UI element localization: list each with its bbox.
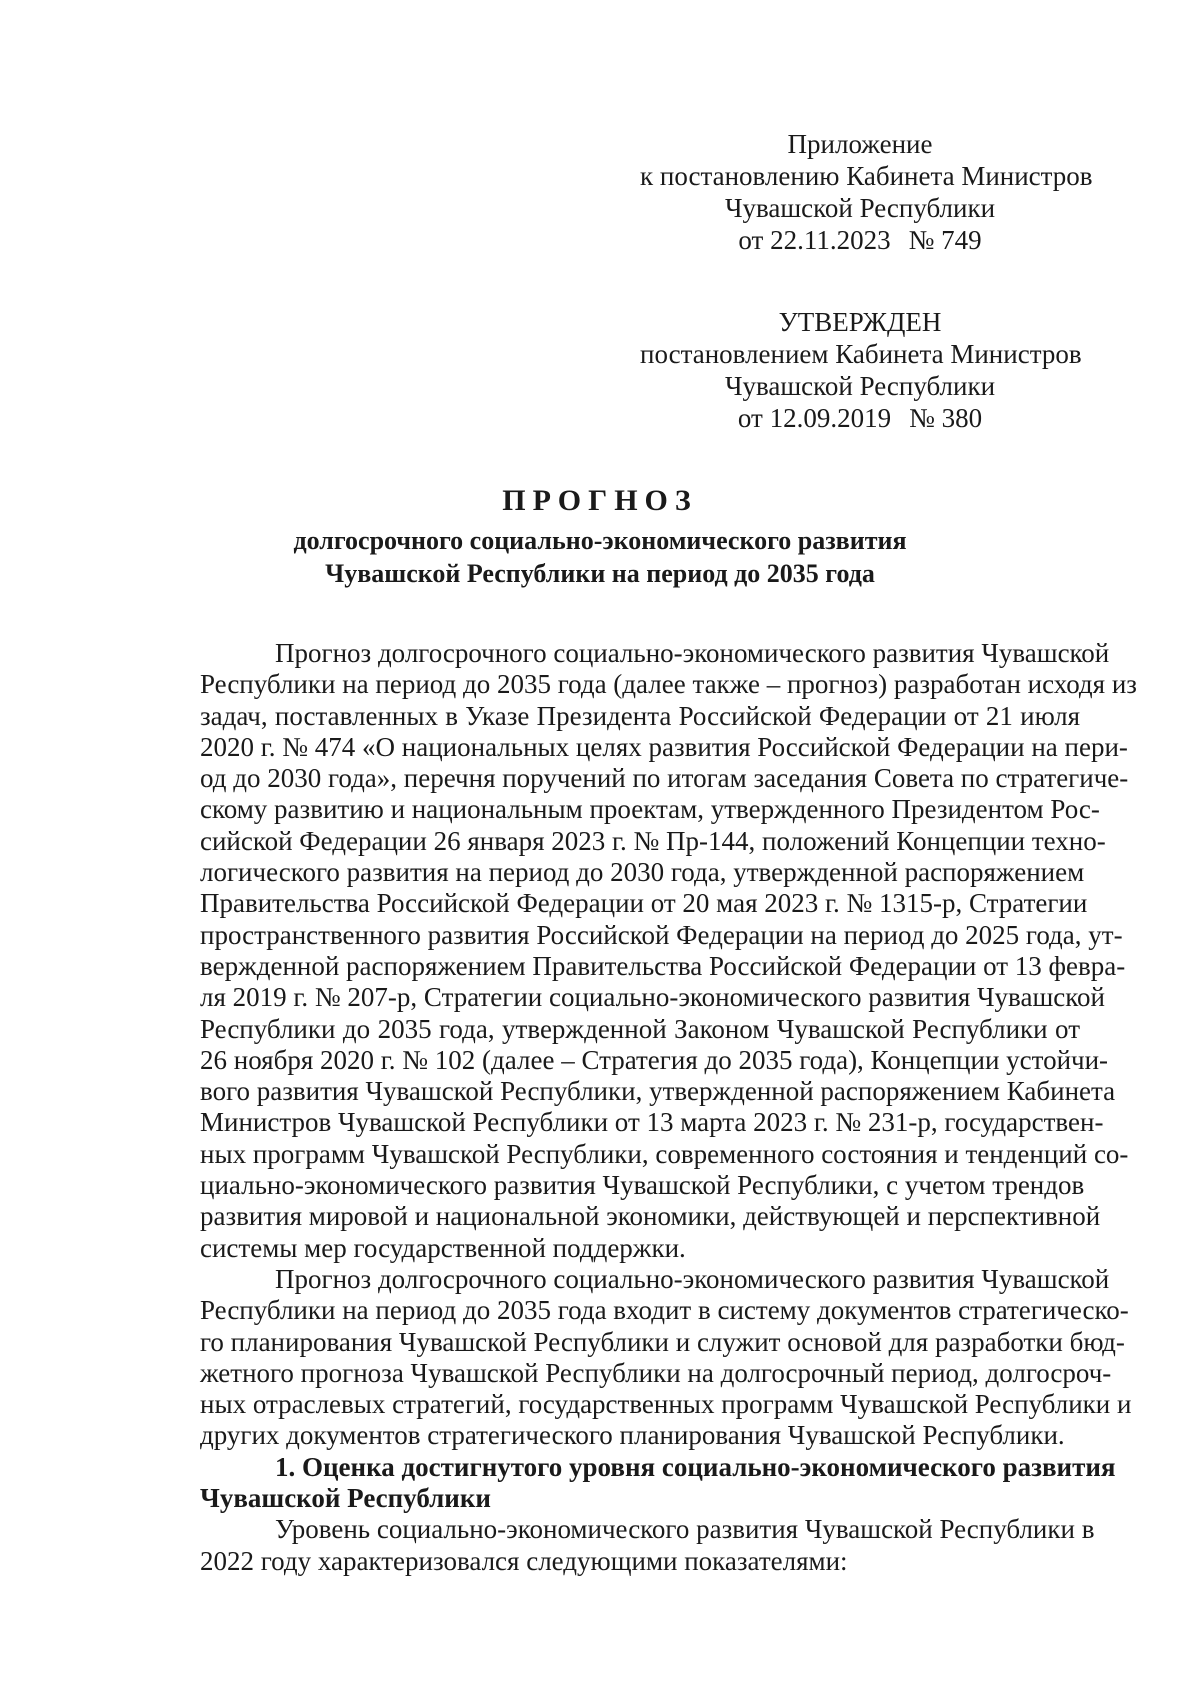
- section-heading-line: Чувашской Республики: [200, 1483, 491, 1514]
- text-line: развития мировой и национальной экономики, действующей и перспективной: [200, 1201, 1101, 1232]
- text-line: Уровень социально-экономического развития Чувашской Республики в: [275, 1514, 1095, 1545]
- text-line: го планирования Чувашской Республики и служит основой для разработки бюд-: [200, 1326, 1125, 1357]
- title-main: ПРОГНОЗ: [502, 484, 698, 517]
- appendix-number: № 749: [908, 225, 982, 255]
- text-line: 26 ноября 2020 г. № 102 (далее – Стратегия до 2035 года), Концепции устойчи-: [200, 1044, 1109, 1075]
- title-subtitle-line-1: долгосрочного социально-экономического развития: [293, 526, 907, 555]
- text-line: пространственного развития Российской Федерации на период до 2025 года, ут-: [200, 919, 1123, 950]
- text-line: Министров Чувашской Республики от 13 марта 2023 г. № 231-р, государствен-: [200, 1107, 1104, 1138]
- approved-label: УТВЕРЖДЕН: [778, 307, 942, 337]
- paragraph-3: [200, 1514, 1095, 1577]
- section-heading-line: 1. Оценка достигнутого уровня социально-экономического развития: [275, 1451, 1116, 1482]
- appendix-reference: к постановлению Кабинета Министров: [640, 161, 1093, 191]
- appendix-label: Приложение: [787, 129, 933, 159]
- paragraph-1: [200, 638, 1137, 1264]
- text-line: Правительства Российской Федерации от 20 мая 2023 г. № 1315-р, Стратегии: [200, 888, 1088, 919]
- text-line: Прогноз долгосрочного социально-экономического развития Чувашской: [275, 638, 1110, 668]
- approved-header: [640, 306, 1080, 434]
- text-line: Прогноз долгосрочного социально-экономического развития Чувашской: [275, 1263, 1110, 1294]
- text-line: Республики до 2035 года, утвержденной Законом Чувашской Республики от: [200, 1013, 1080, 1044]
- paragraph-2: [200, 1263, 1132, 1452]
- approved-date: от 12.09.2019: [737, 403, 892, 433]
- appendix-date-number: [640, 224, 1080, 256]
- appendix-republic: Чувашской Республики: [724, 193, 996, 223]
- text-line: циально-экономического развития Чувашской Республики, с учетом трендов: [200, 1170, 1085, 1201]
- document-body: [200, 638, 1137, 1577]
- text-line: 2022 году характеризовался следующими показателями:: [200, 1545, 848, 1576]
- text-line: Республики на период до 2035 года входит в систему документов стратегическо-: [200, 1295, 1129, 1326]
- text-line: Республики на период до 2035 года (далее также – прогноз) разработан исходя из: [200, 669, 1137, 700]
- text-line: сийской Федерации 26 января 2023 г. № Пр-144, положений Концепции техно-: [200, 825, 1106, 856]
- approved-reference: постановлением Кабинета Министров: [640, 339, 1082, 369]
- approved-date-number: [640, 402, 1080, 434]
- text-line: скому развитию и национальным проектам, утвержденного Президентом Рос-: [200, 794, 1100, 825]
- text-line: ля 2019 г. № 207-р, Стратегии социально-экономического развития Чувашской: [200, 982, 1105, 1013]
- text-line: ных отраслевых стратегий, государственных программ Чувашской Республики и: [200, 1389, 1132, 1420]
- approved-republic: Чувашской Республики: [724, 371, 996, 401]
- text-line: задач, поставленных в Указе Президента Российской Федерации от 21 июля: [200, 700, 1080, 731]
- text-line: других документов стратегического планирования Чувашской Республики.: [200, 1420, 1065, 1451]
- text-line: логического развития на период до 2030 года, утвержденной распоряжением: [200, 857, 1085, 888]
- document-title: [180, 482, 1020, 590]
- text-line: вого развития Чувашской Республики, утвержденной распоряжением Кабинета: [200, 1076, 1116, 1107]
- appendix-date: от 22.11.2023: [738, 225, 891, 255]
- text-line: од до 2030 года», перечня поручений по итогам заседания Совета по стратегиче-: [200, 763, 1129, 794]
- text-line: системы мер государственной поддержки.: [200, 1232, 686, 1263]
- section-1-heading: [200, 1451, 1116, 1515]
- approved-number: № 380: [909, 403, 983, 433]
- title-subtitle-line-2: Чувашской Республики на период до 2035 года: [325, 559, 875, 588]
- text-line: вержденной распоряжением Правительства Российской Федерации от 13 февра-: [200, 950, 1126, 981]
- text-line: жетного прогноза Чувашской Республики на долгосрочный период, долгосроч-: [200, 1357, 1112, 1388]
- text-line: ных программ Чувашской Республики, современного состояния и тенденций со-: [200, 1138, 1129, 1169]
- text-line: 2020 г. № 474 «О национальных целях развития Российской Федерации на пери-: [200, 731, 1128, 762]
- appendix-header: [640, 128, 1093, 256]
